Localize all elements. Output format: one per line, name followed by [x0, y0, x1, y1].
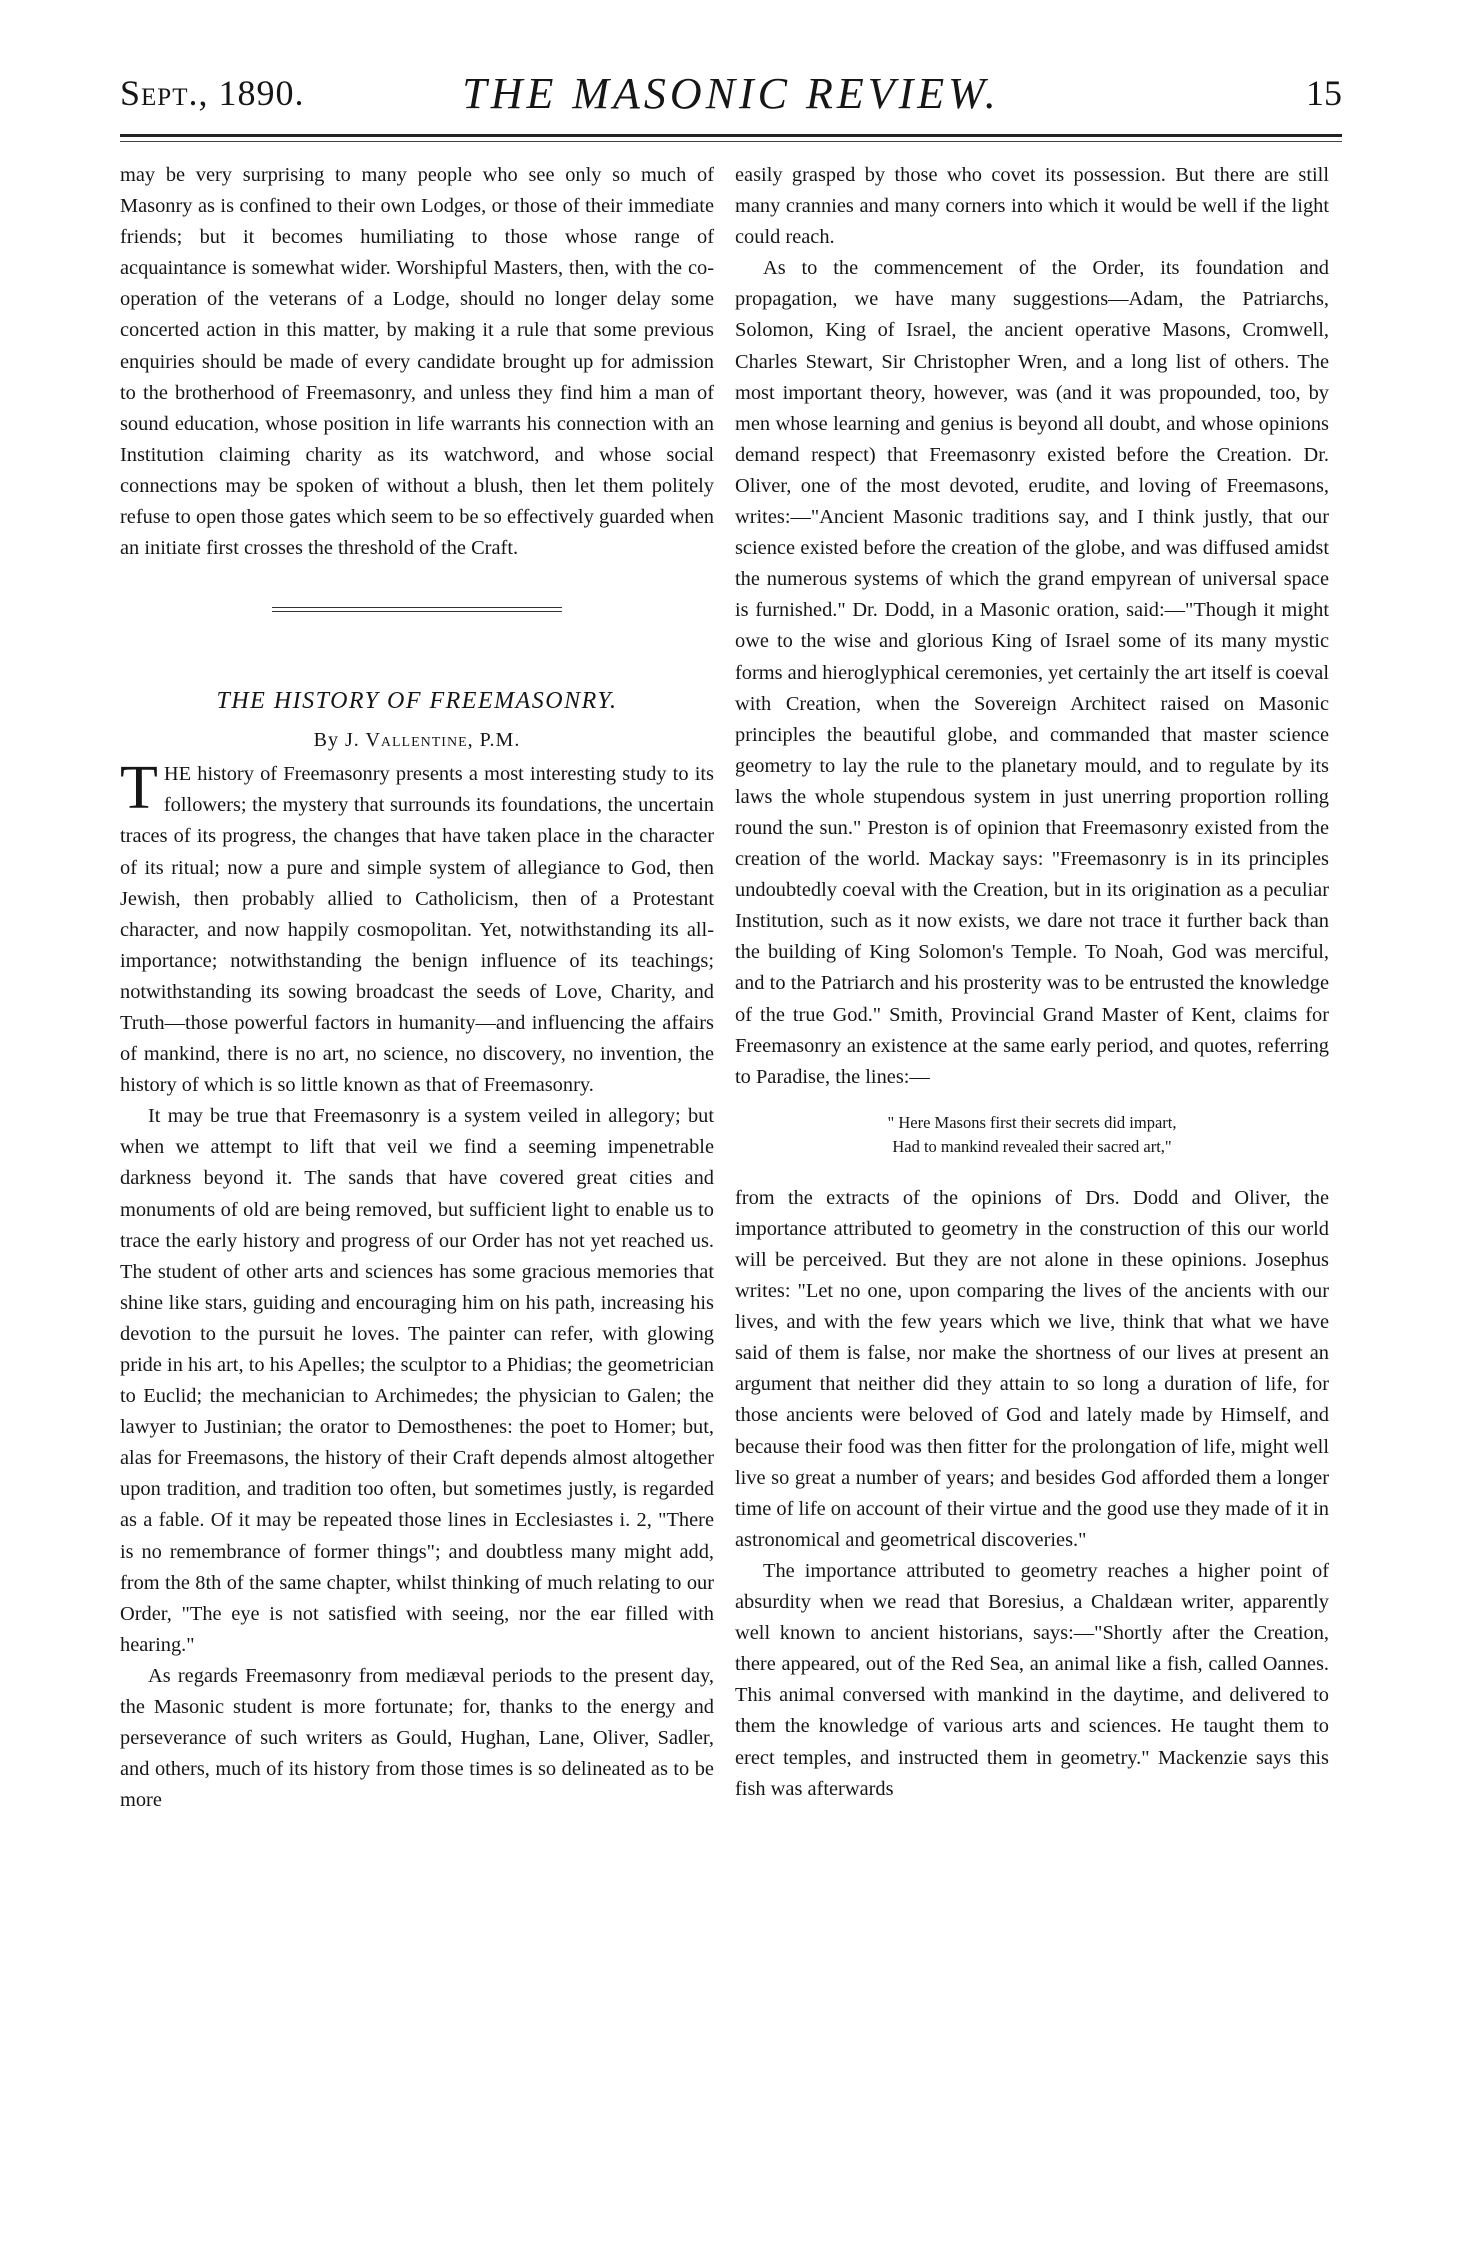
left-column — [120, 160, 714, 1816]
article-paragraph-3: As regards Freemasonry from mediæval periods to the present day, the Masonic student is more fortunate; for, thanks to the energy and perseverance of such writers as Gould, Hughan, Lane, Oliver, Sadler, and others, much of its history from those times is so delineated as to be more — [120, 1664, 714, 1812]
header-rule — [120, 134, 1342, 137]
byline-prefix: By — [313, 729, 340, 752]
continued-paragraph-right: easily grasped by those who covet its possession. But there are still many crannies and many corners into which it would be well if the light could reach. — [735, 164, 1329, 249]
continued-paragraph: may be very surprising to many people who see only so much of Masonry as is confined to their own Lodges, or those of their immediate friends; but it becomes humiliating to those whose range of acquaintance is somewhat wider. Worshipful Masters, then, with the co-operation of the veterans of a Lodge, should no longer delay some concerted action in this matter, by making it a rule that some previous enquiries should be made of every candidate brought up for admission to the brotherhood of Freemasonry, and unless they find him a man of sound education, whose position in life warrants his connection with an Institution claiming charity as its watchword, and whose social connections may be spoken of without a blush, then let them politely refuse to open those gates which seem to be so effectively guarded when an initiate first crosses the threshold of the Craft. — [120, 164, 714, 560]
section-separator — [120, 607, 714, 667]
header-rule-thin — [120, 141, 1342, 142]
article-paragraph-1: THE history of Freemasonry presents a most interesting study to its followers; the mystery that surrounds its foundations, the uncertain traces of its progress, the changes that have taken place in the character of its ritual; now a pure and simple system of allegiance to God, then Jewish, then probably allied to Catholicism, then of a Protestant character, and now happily cosmopolitan. Yet, notwithstanding its all-importance; notwithstanding the benign influence of its teachings; notwithstanding its sowing broadcast the seeds of Love, Charity, and Truth—those powerful factors in humanity—and influencing the affairs of mankind, there is no art, no science, no discovery, no invention, the history of which is so little known as that of Freemasonry. — [120, 754, 714, 1097]
running-header — [120, 68, 1342, 128]
byline-author: J. Vallentine, P.M. — [345, 729, 521, 752]
verse-line-2: Had to mankind revealed their sacred art," — [892, 1136, 1172, 1156]
article-paragraph-2: It may be true that Freemasonry is a system veiled in allegory; but when we attempt to lift that veil we find a seeming impenetrable darkness beyond it. The sands that have covered great cities and monuments of old are being removed, but sufficient light to enable us to trace the early history and progress of our Order has not yet reached us. The student of other arts and sciences has some gracious memories that shine like stars, guiding and encouraging him on his path, increasing his devotion to the pursuit he loves. The painter can refer, with glowing pride in his art, to his Apelles; the sculptor to a Phidias; the geometrician to Euclid; the mechanician to Archimedes; the physician to Galen; the lawyer to Justinian; the orator to Demosthenes: the poet to Homer; but, alas for Freemasons, the history of their Craft depends almost altogether upon tradition, and tradition too often, but sometimes justly, is regarded as a fable. Of it may be repeated those lines in Ecclesiastes i. 2, "There is no remembrance of former things"; and doubtless many might add, from the 8th of the same chapter, whilst thinking of much relating to our Order, "The eye is not satisfied with seeing, nor the ear filled with hearing." — [120, 1105, 714, 1656]
quoted-verse — [735, 1111, 1329, 1159]
verse-line-1: " Here Masons first their secrets did impart, — [887, 1112, 1177, 1132]
publication-title: THE MASONIC REVIEW. — [462, 69, 1000, 118]
page-number: 15 — [1306, 73, 1342, 113]
issue-date: Sept., 1890. — [120, 73, 305, 113]
right-column — [735, 160, 1329, 1805]
article-title: THE HISTORY OF FREEMASONRY. — [216, 688, 618, 715]
separator-rule — [272, 607, 562, 612]
geometry-paragraph: from the extracts of the opinions of Drs. Dodd and Oliver, the importance attributed to geometry in the construction of this our world will be perceived. But they are not alone in these opinions. Josephus writes: "Let no one, upon comparing the lives of the ancients with our lives, and with the few years which we live, think that what we have said of them is false, nor make the shortness of our lives at present an argument that neither did they attain to so long a duration of life, for those ancients were beloved of God and lately made by Himself, and because their food was then fitter for the prolongation of life, might well live so great a number of years; and besides God afforded them a longer time of life on account of their virtue and the good use they made of it in astronomical and geometrical discoveries." — [735, 1186, 1329, 1551]
oannes-paragraph: The importance attributed to geometry reaches a higher point of absurdity when we read that Boresius, a Chaldæan writer, apparently well known to ancient historians, says:—"Shortly after the Creation, there appeared, out of the Red Sea, an animal like a fish, called Oannes. This animal conversed with mankind in the daytime, and delivered to them the knowledge of various arts and sciences. He taught them to erect temples, and instructed them in geometry." Mackenzie says this fish was afterwards — [735, 1559, 1329, 1800]
article-byline — [120, 725, 714, 755]
origins-paragraph: As to the commencement of the Order, its foundation and propagation, we have many suggestions—Adam, the Patriarchs, Solomon, King of Israel, the ancient operative Masons, Cromwell, Charles Stewart, Sir Christopher Wren, and a long list of others. The most important theory, however, was (and it was propounded, too, by men whose learning and genius is beyond all doubt, and whose opinions demand respect) that Freemasonry existed before the Creation. Dr. Oliver, one of the most devoted, erudite, and loving of Freemasons, writes:—"Ancient Masonic traditions say, and I think justly, that our science existed before the creation of the globe, and was diffused amidst the numerous systems of which the grand empyrean of universal space is furnished." Dr. Dodd, in a Masonic oration, said:—"Though it might owe to the wise and glorious King of Israel some of its many mystic forms and hieroglyphical ceremonies, yet certainly the art itself is coeval with Creation, when the Sovereign Architect raised on Masonic principles the beautiful globe, and commanded that master science geometry to lay the rule to the planetary mould, and to regulate by its laws the whole stupendous system in just unerring proportion rolling round the sun." Preston is of opinion that Freemasonry existed from the creation of the world. Mackay says: "Freemasonry is in its principles undoubtedly coeval with the Creation, but in its origination as a peculiar Institution, such as it now exists, we dare not trace it further back than the building of King Solomon's Temple. To Noah, God was merciful, and to the Patriarch and his prosterity was to be entrusted the knowledge of the true God." Smith, Provincial Grand Master of Kent, claims for Freemasonry an existence at the same early period, and quotes, referring to Paradise, the lines:— — [735, 257, 1329, 1088]
